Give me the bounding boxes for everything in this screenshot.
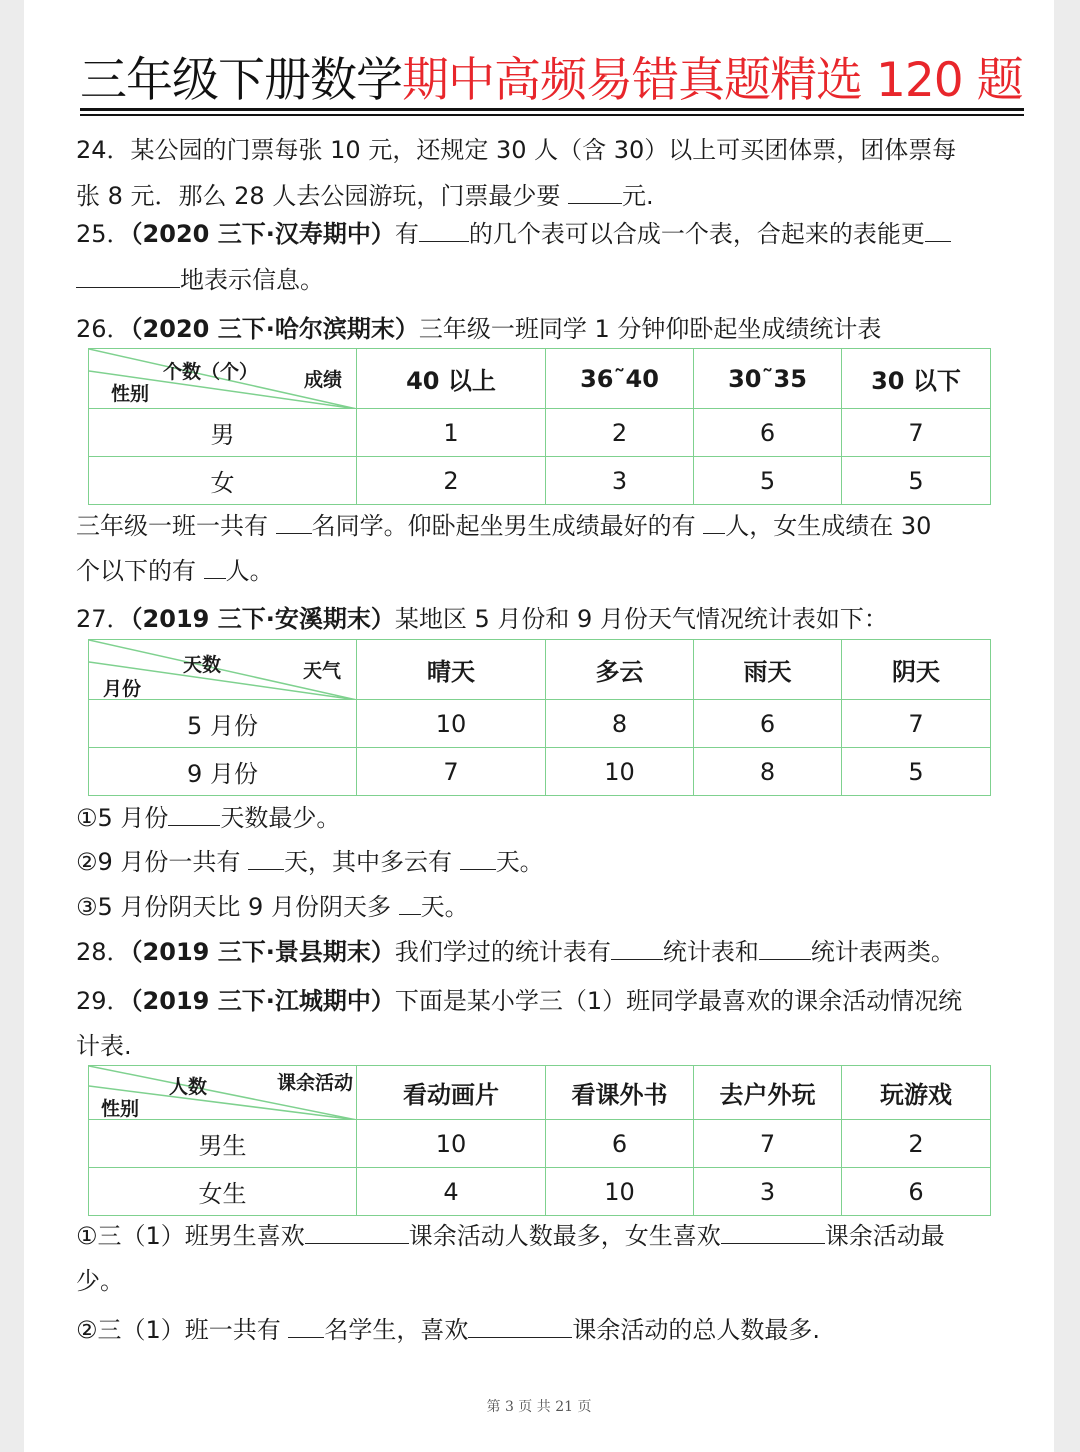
q26-q-text-2: 名同学。仰卧起坐男生成绩最好的有 bbox=[311, 512, 704, 540]
q27-number: 27． bbox=[76, 605, 131, 633]
table-header-row bbox=[89, 349, 991, 409]
q26-description: 三年级一班同学 1 分钟仰卧起坐成绩统计表 bbox=[418, 315, 882, 343]
row-label: 5 月份 bbox=[89, 700, 357, 748]
q29-s2-text-2: 名学生，喜欢 bbox=[324, 1316, 469, 1344]
q29-number: 29． bbox=[76, 987, 131, 1015]
corner-label-weather: 天气 bbox=[303, 660, 342, 682]
table-cell: 8 bbox=[546, 700, 694, 748]
table-cell: 6 bbox=[694, 409, 842, 457]
row-label: 男生 bbox=[89, 1120, 357, 1168]
q24-text-1: 24．某公园的门票每张 10 元，还规定 30 人（含 30）以上可买团体票，团体票每 bbox=[76, 136, 957, 164]
q28-text-2: 统计表和 bbox=[662, 938, 759, 966]
column-header: 雨天 bbox=[694, 640, 842, 700]
q28-text-3: 统计表两类。 bbox=[810, 938, 955, 966]
q27-description: 某地区 5 月份和 9 月份天气情况统计表如下： bbox=[394, 605, 888, 633]
q27-s2-text-3: 天。 bbox=[495, 848, 544, 876]
table-row bbox=[89, 700, 991, 748]
table-cell: 4 bbox=[357, 1168, 546, 1216]
q26-question-line-1 bbox=[76, 510, 1016, 542]
q29-table bbox=[88, 1065, 991, 1216]
row-label: 男 bbox=[89, 409, 357, 457]
q25-line-1 bbox=[76, 218, 1016, 250]
column-header: 30 以下 bbox=[842, 349, 991, 409]
corner-label-gender: 性别 bbox=[111, 383, 150, 405]
q26-q-text-3: 人，女生成绩在 30 bbox=[725, 512, 932, 540]
title-underline-2 bbox=[80, 114, 1024, 116]
q26-q-text-1: 三年级一班一共有 bbox=[76, 512, 276, 540]
q26-blank-1[interactable] bbox=[276, 511, 312, 534]
table-cell: 2 bbox=[546, 409, 694, 457]
q27-sub-3 bbox=[76, 891, 1016, 923]
q29-s1-text-2: 课余活动人数最多，女生喜欢 bbox=[408, 1222, 721, 1250]
q27-s1-text-2: 天数最少。 bbox=[220, 804, 341, 832]
table-cell: 7 bbox=[694, 1120, 842, 1168]
table-cell: 5 bbox=[694, 457, 842, 505]
row-label: 9 月份 bbox=[89, 748, 357, 796]
q29-s1-text-1: ①三（1）班男生喜欢 bbox=[76, 1222, 305, 1250]
q24-blank[interactable] bbox=[568, 181, 622, 204]
column-header: 玩游戏 bbox=[842, 1066, 991, 1120]
q27-s2-text-2: 天，其中多云有 bbox=[284, 848, 460, 876]
q28-number: 28． bbox=[76, 938, 131, 966]
table-cell: 7 bbox=[357, 748, 546, 796]
column-header: 40 以上 bbox=[357, 349, 546, 409]
q26-heading bbox=[76, 313, 1016, 345]
table-cell: 6 bbox=[546, 1120, 694, 1168]
table-row bbox=[89, 1168, 991, 1216]
table-cell: 3 bbox=[694, 1168, 842, 1216]
q25-text-2: 的几个表可以合成一个表，合起来的表能更 bbox=[468, 220, 925, 248]
q26-number: 26． bbox=[76, 315, 131, 343]
table-cell: 2 bbox=[357, 457, 546, 505]
q29-heading-2 bbox=[76, 1030, 1016, 1062]
q25-text-3: 地表示信息。 bbox=[180, 266, 324, 294]
table-header-row bbox=[89, 640, 991, 700]
table-cell: 7 bbox=[842, 700, 991, 748]
q26-blank-2[interactable] bbox=[703, 511, 725, 534]
corner-label-days: 天数 bbox=[183, 654, 222, 676]
q27-blank-2[interactable] bbox=[248, 847, 284, 870]
title-part-2: 期中高频易错真题精选 120 题 bbox=[402, 53, 1023, 108]
table-row bbox=[89, 409, 991, 457]
table-row bbox=[89, 457, 991, 505]
table-cell: 3 bbox=[546, 457, 694, 505]
q25-line-2 bbox=[76, 264, 1016, 296]
row-label: 女生 bbox=[89, 1168, 357, 1216]
q26-source-tag: （2020 三下·哈尔滨期末） bbox=[130, 315, 419, 343]
table-cell: 6 bbox=[842, 1168, 991, 1216]
q26-blank-3[interactable] bbox=[204, 556, 226, 579]
q27-corner-cell bbox=[89, 640, 357, 700]
q29-s2-text-3: 课余活动的总人数最多. bbox=[572, 1316, 821, 1344]
q29-blank-1[interactable] bbox=[305, 1221, 409, 1244]
q29-blank-4[interactable] bbox=[468, 1315, 572, 1338]
q29-corner-cell bbox=[89, 1066, 357, 1120]
column-header: 看课外书 bbox=[546, 1066, 694, 1120]
q28-blank-2[interactable] bbox=[759, 937, 811, 960]
q27-blank-4[interactable] bbox=[399, 892, 421, 915]
table-cell: 10 bbox=[357, 700, 546, 748]
q27-s2-text-1: ②9 月份一共有 bbox=[76, 848, 249, 876]
table-cell: 10 bbox=[546, 1168, 694, 1216]
q24-text-2: 张 8 元．那么 28 人去公园游玩，门票最少要 bbox=[76, 182, 568, 210]
q29-s1-text-4: 少。 bbox=[76, 1267, 124, 1295]
table-cell: 5 bbox=[842, 748, 991, 796]
q28-source-tag: （2019 三下·景县期末） bbox=[130, 938, 395, 966]
q27-sub-2 bbox=[76, 846, 1016, 878]
table-cell: 5 bbox=[842, 457, 991, 505]
q25-blank-2b[interactable] bbox=[76, 265, 180, 288]
table-row bbox=[89, 748, 991, 796]
q24-text-3: 元. bbox=[621, 182, 654, 210]
q29-description: 下面是某小学三（1）班同学最喜欢的课余活动情况统 bbox=[394, 987, 963, 1015]
q26-q-text-5: 人。 bbox=[225, 557, 274, 585]
title-underline bbox=[80, 108, 1024, 111]
q25-text-1: 有 bbox=[394, 220, 419, 248]
q25-blank-1[interactable] bbox=[419, 219, 469, 242]
q27-blank-3[interactable] bbox=[460, 847, 496, 870]
column-header: 36˜40 bbox=[546, 349, 694, 409]
column-header: 30˜35 bbox=[694, 349, 842, 409]
q29-blank-3[interactable] bbox=[288, 1315, 324, 1338]
table-cell: 10 bbox=[357, 1120, 546, 1168]
corner-label-gender: 性别 bbox=[101, 1098, 140, 1120]
q28-text-1: 我们学过的统计表有 bbox=[394, 938, 611, 966]
q26-table bbox=[88, 348, 991, 505]
column-header: 晴天 bbox=[357, 640, 546, 700]
corner-label-count: 个数（个） bbox=[163, 361, 259, 383]
corner-label-activity: 课余活动 bbox=[277, 1072, 354, 1094]
table-cell: 7 bbox=[842, 409, 991, 457]
corner-label-month: 月份 bbox=[103, 678, 142, 700]
table-header-row bbox=[89, 1066, 991, 1120]
table-cell: 6 bbox=[694, 700, 842, 748]
q29-sub-2 bbox=[76, 1314, 1016, 1346]
q29-sub-1 bbox=[76, 1220, 1016, 1252]
q29-heading bbox=[76, 985, 1016, 1017]
row-label: 女 bbox=[89, 457, 357, 505]
corner-label-people: 人数 bbox=[169, 1076, 208, 1098]
q25-number: 25． bbox=[76, 220, 131, 248]
q27-s3-text-2: 天。 bbox=[420, 893, 469, 921]
column-header: 看动画片 bbox=[357, 1066, 546, 1120]
q27-heading bbox=[76, 603, 1016, 635]
title-part-1: 三年级下册数学 bbox=[80, 53, 402, 108]
q27-blank-1[interactable] bbox=[168, 803, 220, 826]
q27-s1-text-1: ①5 月份 bbox=[76, 804, 169, 832]
table-cell: 10 bbox=[546, 748, 694, 796]
column-header: 去户外玩 bbox=[694, 1066, 842, 1120]
table-row bbox=[89, 1120, 991, 1168]
q29-source-tag: （2019 三下·江城期中） bbox=[130, 987, 395, 1015]
q27-table bbox=[88, 639, 991, 796]
q29-s2-text-1: ②三（1）班一共有 bbox=[76, 1316, 289, 1344]
document-page bbox=[24, 0, 1054, 1452]
table-cell: 1 bbox=[357, 409, 546, 457]
q29-sub-1-cont bbox=[76, 1265, 1016, 1297]
q29-description-2: 计表. bbox=[76, 1032, 132, 1060]
page-footer: 第 3 页 共 21 页 bbox=[486, 1399, 592, 1415]
q27-s3-text-1: ③5 月份阴天比 9 月份阴天多 bbox=[76, 893, 399, 921]
q29-blank-2[interactable] bbox=[721, 1221, 825, 1244]
q26-q-text-4: 个以下的有 bbox=[76, 557, 204, 585]
q24-line-2 bbox=[76, 180, 1016, 212]
q27-sub-1 bbox=[76, 802, 1016, 834]
table-cell: 8 bbox=[694, 748, 842, 796]
q26-question-line-2 bbox=[76, 555, 1016, 587]
column-header: 阴天 bbox=[842, 640, 991, 700]
table-cell: 2 bbox=[842, 1120, 991, 1168]
q24-line-1 bbox=[76, 134, 1016, 166]
q27-source-tag: （2019 三下·安溪期末） bbox=[130, 605, 395, 633]
q28-line bbox=[76, 936, 1016, 968]
q28-blank-1[interactable] bbox=[611, 937, 663, 960]
corner-label-score: 成绩 bbox=[304, 369, 343, 391]
q29-s1-text-3: 课余活动最 bbox=[824, 1222, 945, 1250]
column-header: 多云 bbox=[546, 640, 694, 700]
q25-blank-2a[interactable] bbox=[925, 219, 951, 242]
q26-corner-cell bbox=[89, 349, 357, 409]
q25-source-tag: （2020 三下·汉寿期中） bbox=[130, 220, 395, 248]
